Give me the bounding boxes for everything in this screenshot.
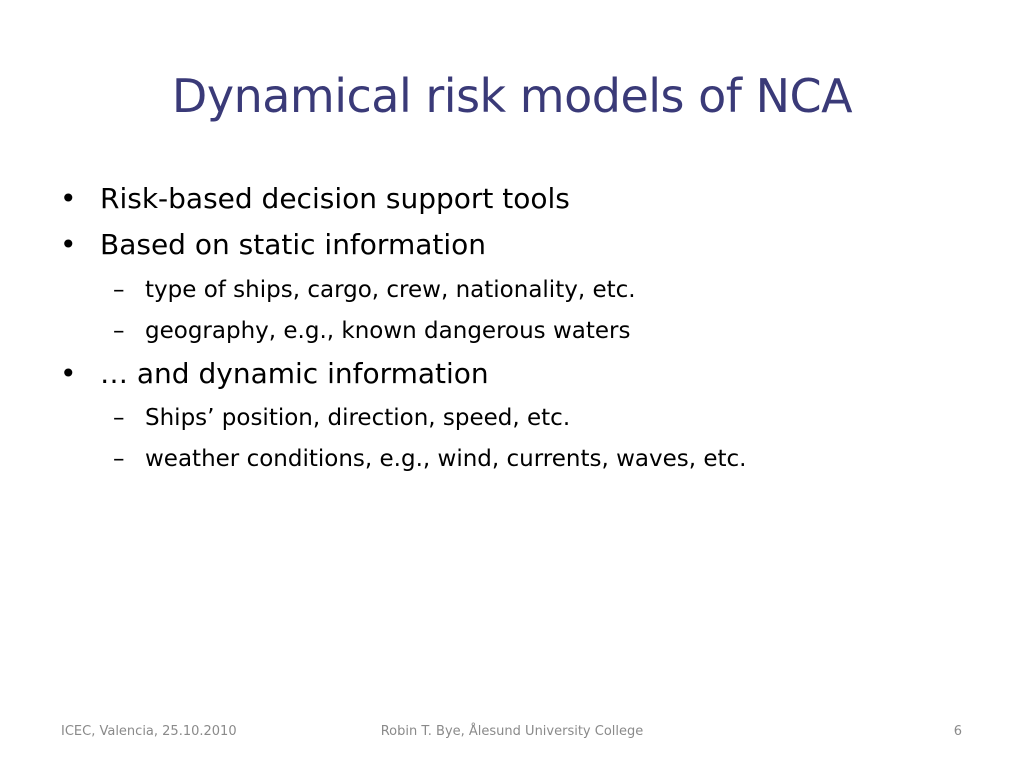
sub-bullet-text: weather conditions, e.g., wind, currents, waves, etc. <box>145 446 747 472</box>
bullet-text: Risk-based decision support tools <box>100 182 570 215</box>
sub-bullet-text: type of ships, cargo, crew, nationality, etc. <box>145 277 636 303</box>
dash-marker: – <box>113 405 125 431</box>
bullet-marker: • <box>60 182 77 215</box>
bullet-text: … and dynamic information <box>100 357 489 390</box>
sub-bullet-text: Ships’ position, direction, speed, etc. <box>145 405 571 431</box>
footer-event-date: ICEC, Valencia, 25.10.2010 <box>61 724 237 739</box>
slide-title: Dynamical risk models of NCA <box>171 69 853 123</box>
slide-number: 6 <box>953 724 962 739</box>
bullet-marker: • <box>60 228 77 261</box>
dash-marker: – <box>113 446 125 472</box>
dash-marker: – <box>113 277 125 303</box>
bullet-marker: • <box>60 357 77 390</box>
sub-bullet-text: geography, e.g., known dangerous waters <box>145 318 631 344</box>
footer-author: Robin T. Bye, Ålesund University College <box>380 724 644 739</box>
dash-marker: – <box>113 318 125 344</box>
bullet-text: Based on static information <box>100 228 487 261</box>
